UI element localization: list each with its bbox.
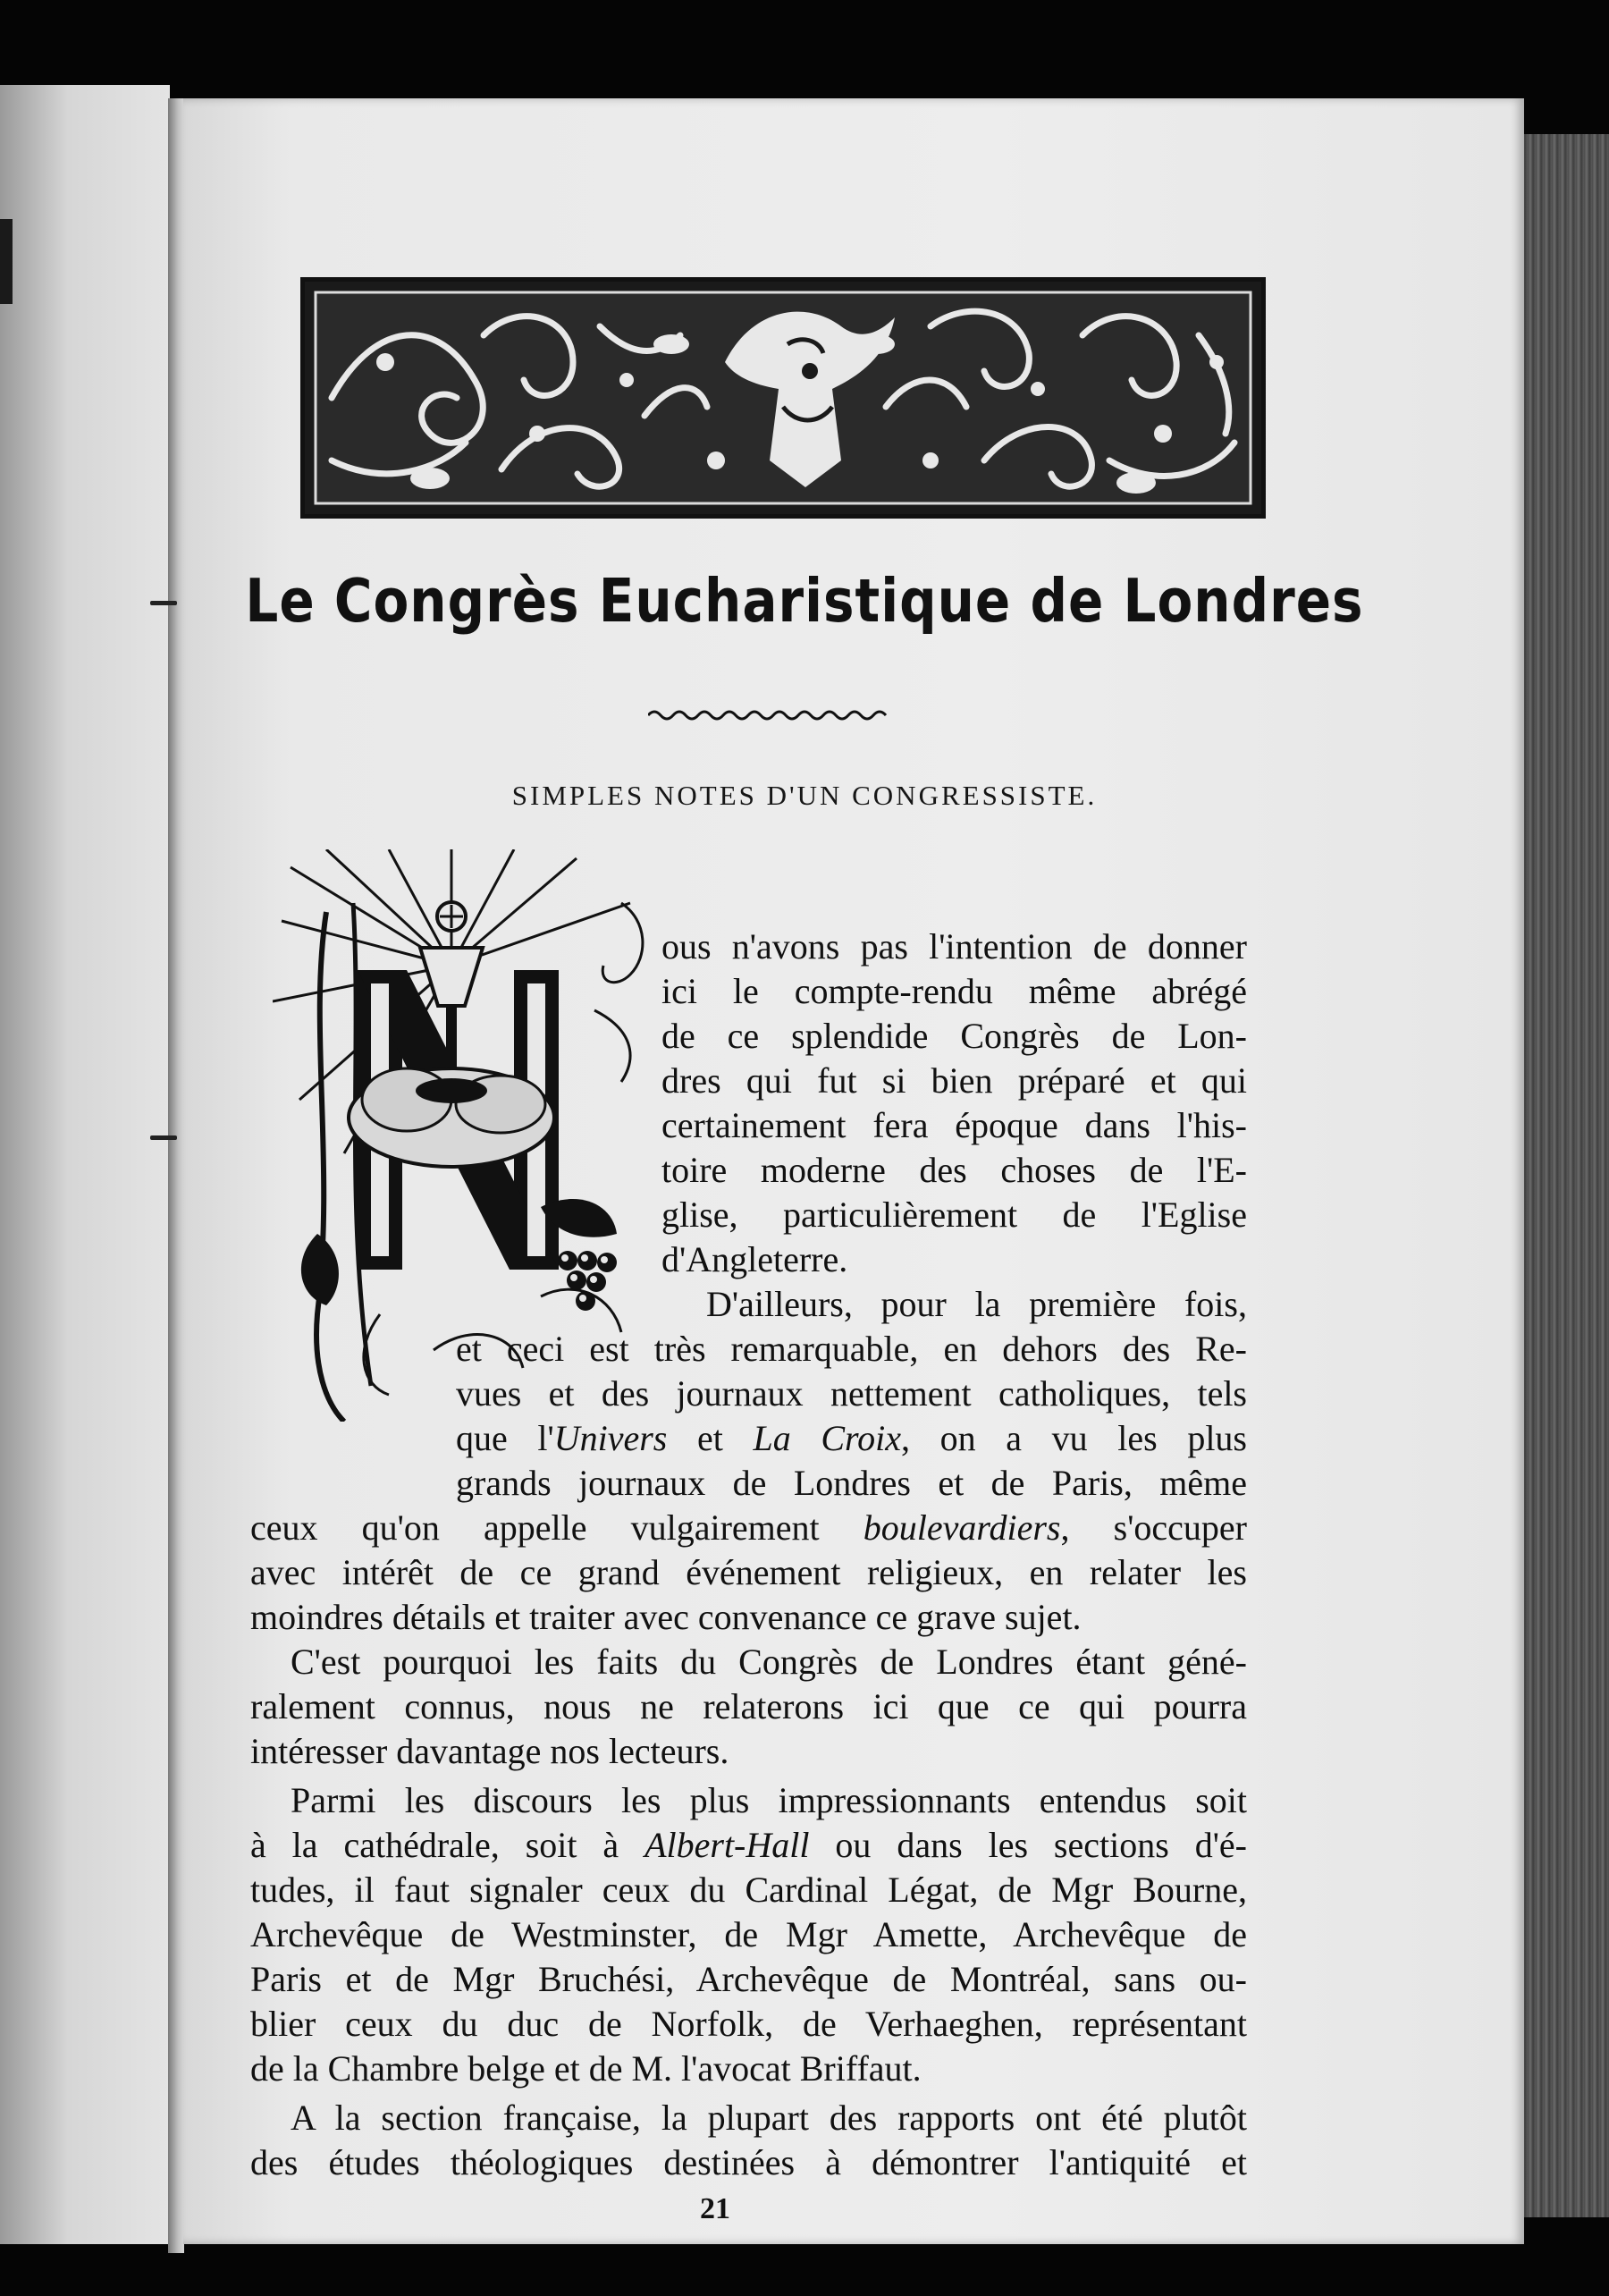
text-line	[291, 1641, 1247, 1683]
left-page-edge	[0, 85, 170, 2244]
text-line	[250, 2141, 1247, 2183]
left-page-mark	[0, 219, 13, 304]
text-line	[706, 1283, 1247, 1325]
text-segment: tudes, il faut signaler ceux du Cardinal Légat, de Mgr Bourne,	[250, 1870, 1247, 1910]
text-segment: ou dans les sections d'é-	[809, 1825, 1247, 1865]
text-line	[250, 1685, 1247, 1727]
italic-text: Univers	[553, 1418, 668, 1458]
text-segment: vues et des journaux nettement catholiques, tels	[456, 1373, 1247, 1414]
text-line	[661, 1059, 1247, 1102]
text-segment: grands journaux de Londres et de Paris, même	[456, 1463, 1247, 1503]
text-segment: A la section française, la plupart des rapports ont été plutôt	[291, 2098, 1247, 2138]
text-line	[250, 1824, 1247, 1866]
page-title: Le Congrès Eucharistique de Londres	[245, 565, 1364, 637]
subtitle: SIMPLES NOTES D'UN CONGRESSISTE.	[511, 780, 1098, 811]
text-segment: et ceci est très remarquable, en dehors des Re-	[456, 1329, 1247, 1369]
text-segment: intéresser davantage nos lecteurs.	[250, 1731, 729, 1771]
text-line	[250, 1551, 1247, 1593]
text-line	[661, 970, 1247, 1012]
text-segment: des études théologiques destinées à démontrer l'antiquité et	[250, 2142, 1247, 2182]
text-segment: dres qui fut si bien préparé et qui	[661, 1060, 1247, 1101]
italic-text: Albert-Hall	[644, 1825, 810, 1865]
text-line	[250, 1869, 1247, 1911]
text-segment: blier ceux du duc de Norfolk, de Verhaeghen, représentant	[250, 2004, 1247, 2044]
text-line	[250, 1958, 1247, 2000]
text-line	[661, 1104, 1247, 1146]
text-segment: certainement fera époque dans l'his-	[661, 1105, 1247, 1145]
text-segment: de la Chambre belge et de M. l'avocat Briffaut.	[250, 2048, 922, 2089]
text-line	[661, 1015, 1247, 1057]
text-segment: à la cathédrale, soit à	[250, 1825, 645, 1865]
text-line	[250, 1913, 1247, 1955]
text-segment: , on a vu les plus	[900, 1418, 1247, 1458]
text-segment: d'Angleterre.	[661, 1239, 848, 1279]
text-line	[250, 2047, 1247, 2089]
text-line	[456, 1417, 1247, 1459]
foliage-ornament-icon	[300, 277, 1266, 519]
text-segment: C'est pourquoi les faits du Congrès de Londres étant géné-	[291, 1642, 1247, 1682]
text-segment: ralement connus, nous ne relaterons ici que ce qui pourra	[250, 1686, 1247, 1726]
italic-text: boulevardiers	[863, 1507, 1061, 1548]
text-line	[250, 1730, 1247, 1772]
text-segment: glise, particulièrement de l'Eglise	[661, 1194, 1247, 1235]
text-line	[291, 2097, 1247, 2139]
text-segment: Archevêque de Westminster, de Mgr Amette, Archevêque de	[250, 1914, 1247, 1954]
page-edges	[1520, 134, 1609, 2217]
book-gutter	[168, 98, 184, 2253]
text-line	[456, 1328, 1247, 1370]
page-number: 21	[700, 2192, 730, 2225]
text-line	[661, 1194, 1247, 1236]
italic-text: La Croix	[753, 1418, 901, 1458]
text-segment: toire moderne des choses de l'E-	[661, 1150, 1247, 1190]
text-segment: D'ailleurs, pour la première fois,	[706, 1284, 1247, 1324]
text-segment: ceux qu'on appelle vulgairement	[250, 1507, 863, 1548]
text-line	[250, 1596, 1247, 1638]
text-segment: moindres détails et traiter avec convenance ce grave sujet.	[250, 1597, 1082, 1637]
text-line	[456, 1462, 1247, 1504]
text-line	[250, 1507, 1247, 1549]
text-segment: et	[667, 1418, 754, 1458]
text-segment: de ce splendide Congrès de Lon-	[661, 1016, 1247, 1056]
text-segment: que l'	[456, 1418, 554, 1458]
text-line	[661, 1238, 1247, 1280]
text-segment: , s'occuper	[1060, 1507, 1247, 1548]
text-line	[456, 1372, 1247, 1414]
binding-stitch	[150, 1135, 177, 1140]
text-line	[291, 1779, 1247, 1821]
text-segment: Paris et de Mgr Bruchési, Archevêque de Montréal, sans ou-	[250, 1959, 1247, 1999]
text-line	[250, 2003, 1247, 2045]
text-line	[661, 925, 1247, 967]
text-segment: ous n'avons pas l'intention de donner	[661, 926, 1247, 967]
wavy-rule-icon	[648, 706, 889, 724]
text-segment: ici le compte-rendu même abrégé	[661, 971, 1247, 1011]
text-segment: avec intérêt de ce grand événement religieux, en relater les	[250, 1552, 1247, 1592]
text-line	[661, 1149, 1247, 1191]
text-segment: Parmi les discours les plus impressionnants entendus soit	[291, 1780, 1247, 1820]
